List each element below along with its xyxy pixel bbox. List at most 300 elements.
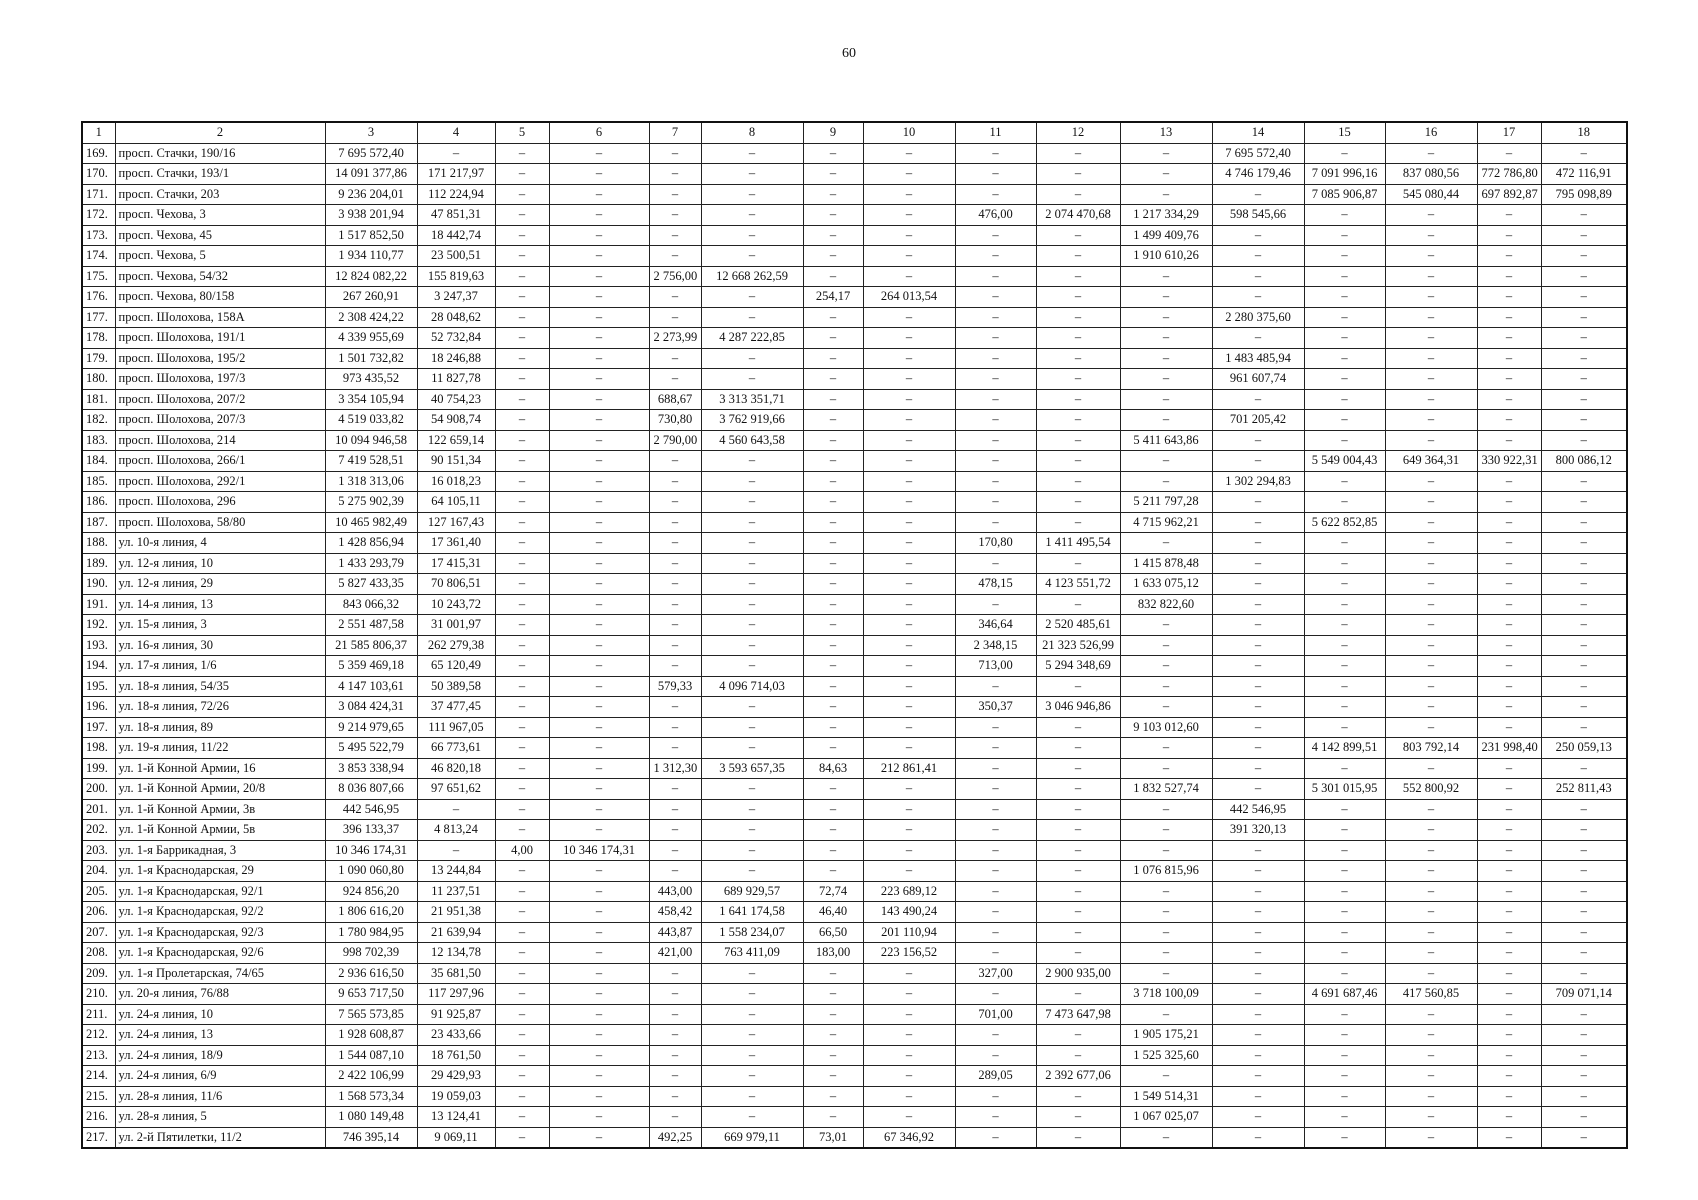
value-cell: 1 076 815,96 [1120, 861, 1212, 882]
value-cell: 9 236 204,01 [325, 184, 417, 205]
value-cell: – [1304, 861, 1385, 882]
address-cell: просп. Стачки, 193/1 [115, 164, 325, 185]
value-cell: – [1212, 1127, 1304, 1148]
value-cell: – [1036, 922, 1120, 943]
table-row [82, 205, 1627, 226]
value-cell: – [1120, 143, 1212, 164]
value-cell: – [649, 779, 701, 800]
value-cell: 35 681,50 [417, 963, 495, 984]
value-cell: – [863, 594, 955, 615]
value-cell: 12 134,78 [417, 943, 495, 964]
value-cell: – [701, 287, 803, 308]
row-number: 211. [82, 1004, 115, 1025]
value-cell: – [649, 143, 701, 164]
value-cell: – [955, 307, 1036, 328]
value-cell: – [1385, 1066, 1477, 1087]
value-cell: 10 094 946,58 [325, 430, 417, 451]
row-number: 206. [82, 902, 115, 923]
value-cell: – [495, 943, 549, 964]
value-cell: – [1541, 348, 1627, 369]
value-cell: – [649, 246, 701, 267]
value-cell: 2 520 485,61 [1036, 615, 1120, 636]
value-cell: – [1541, 635, 1627, 656]
value-cell: – [1477, 143, 1541, 164]
value-cell: 421,00 [649, 943, 701, 964]
value-cell: – [863, 717, 955, 738]
value-cell: 212 861,41 [863, 758, 955, 779]
value-cell: – [1036, 287, 1120, 308]
value-cell: 552 800,92 [1385, 779, 1477, 800]
address-cell: просп. Чехова, 45 [115, 225, 325, 246]
table-row [82, 656, 1627, 677]
value-cell: – [1477, 635, 1541, 656]
value-cell: 1 067 025,07 [1120, 1107, 1212, 1128]
address-cell: ул. 1-я Краснодарская, 29 [115, 861, 325, 882]
value-cell: 1 910 610,26 [1120, 246, 1212, 267]
value-cell: – [649, 471, 701, 492]
value-cell: – [863, 553, 955, 574]
address-cell: ул. 12-я линия, 29 [115, 574, 325, 595]
value-cell: 1 312,30 [649, 758, 701, 779]
value-cell: – [1212, 533, 1304, 554]
value-cell: 223 689,12 [863, 881, 955, 902]
value-cell: 649 364,31 [1385, 451, 1477, 472]
value-cell: – [1212, 861, 1304, 882]
value-cell: – [1036, 1045, 1120, 1066]
value-cell: 10 346 174,31 [549, 840, 649, 861]
column-header: 18 [1541, 122, 1627, 143]
value-cell: – [1385, 676, 1477, 697]
value-cell: 2 348,15 [955, 635, 1036, 656]
value-cell: – [863, 184, 955, 205]
row-number: 188. [82, 533, 115, 554]
value-cell: 4 142 899,51 [1304, 738, 1385, 759]
column-header: 3 [325, 122, 417, 143]
value-cell: 7 419 528,51 [325, 451, 417, 472]
value-cell: 250 059,13 [1541, 738, 1627, 759]
value-cell: 2 900 935,00 [1036, 963, 1120, 984]
value-cell: – [495, 1025, 549, 1046]
row-number: 208. [82, 943, 115, 964]
value-cell: – [1036, 246, 1120, 267]
value-cell: 1 549 514,31 [1120, 1086, 1212, 1107]
value-cell: – [1541, 1107, 1627, 1128]
value-cell: 4 691 687,46 [1304, 984, 1385, 1005]
value-cell: – [1477, 348, 1541, 369]
value-cell: – [701, 779, 803, 800]
value-cell: – [1304, 1025, 1385, 1046]
table-row [82, 246, 1627, 267]
value-cell: – [549, 143, 649, 164]
value-cell: – [1385, 656, 1477, 677]
value-cell: – [495, 225, 549, 246]
value-cell: – [649, 615, 701, 636]
table-row [82, 1004, 1627, 1025]
value-cell: 23 433,66 [417, 1025, 495, 1046]
value-cell: – [803, 266, 863, 287]
address-cell: просп. Шолохова, 266/1 [115, 451, 325, 472]
value-cell: – [1477, 861, 1541, 882]
value-cell: 5 294 348,69 [1036, 656, 1120, 677]
value-cell: – [863, 410, 955, 431]
value-cell: 16 018,23 [417, 471, 495, 492]
value-cell: – [701, 1066, 803, 1087]
value-cell: 7 091 996,16 [1304, 164, 1385, 185]
value-cell: – [1304, 369, 1385, 390]
value-cell: – [1212, 1107, 1304, 1128]
value-cell: – [495, 348, 549, 369]
value-cell: – [417, 799, 495, 820]
value-cell: – [803, 471, 863, 492]
value-cell: – [1477, 205, 1541, 226]
value-cell: 803 792,14 [1385, 738, 1477, 759]
value-cell: – [1477, 430, 1541, 451]
value-cell: – [649, 799, 701, 820]
value-cell: 31 001,97 [417, 615, 495, 636]
value-cell: – [549, 676, 649, 697]
value-cell: – [863, 1004, 955, 1025]
value-cell: – [863, 840, 955, 861]
value-cell: – [803, 820, 863, 841]
value-cell: 832 822,60 [1120, 594, 1212, 615]
row-number: 175. [82, 266, 115, 287]
value-cell: 4 519 033,82 [325, 410, 417, 431]
row-number: 205. [82, 881, 115, 902]
table-row [82, 348, 1627, 369]
value-cell: – [1477, 369, 1541, 390]
table-row [82, 758, 1627, 779]
value-cell: 13 244,84 [417, 861, 495, 882]
table-row [82, 143, 1627, 164]
row-number: 182. [82, 410, 115, 431]
value-cell: 327,00 [955, 963, 1036, 984]
table-row [82, 840, 1627, 861]
value-cell: 54 908,74 [417, 410, 495, 431]
value-cell: – [1477, 1025, 1541, 1046]
value-cell: – [1120, 471, 1212, 492]
value-cell: – [1304, 205, 1385, 226]
value-cell: – [495, 697, 549, 718]
value-cell: – [495, 1045, 549, 1066]
value-cell: – [549, 1025, 649, 1046]
value-cell: 472 116,91 [1541, 164, 1627, 185]
value-cell: – [1212, 902, 1304, 923]
value-cell: – [1036, 328, 1120, 349]
value-cell: – [863, 635, 955, 656]
value-cell: – [495, 328, 549, 349]
value-cell: – [955, 471, 1036, 492]
value-cell: – [549, 287, 649, 308]
value-cell: – [549, 861, 649, 882]
value-cell: – [955, 1107, 1036, 1128]
address-cell: ул. 24-я линия, 13 [115, 1025, 325, 1046]
value-cell: – [1385, 881, 1477, 902]
value-cell: – [803, 1086, 863, 1107]
value-cell: – [1541, 225, 1627, 246]
value-cell: – [549, 471, 649, 492]
value-cell: – [955, 738, 1036, 759]
value-cell: – [1036, 984, 1120, 1005]
table-row [82, 861, 1627, 882]
row-number: 176. [82, 287, 115, 308]
value-cell: – [1120, 164, 1212, 185]
value-cell: – [863, 738, 955, 759]
address-cell: ул. 18-я линия, 89 [115, 717, 325, 738]
value-cell: – [1541, 594, 1627, 615]
value-cell: – [1212, 676, 1304, 697]
value-cell: – [495, 984, 549, 1005]
value-cell: – [549, 512, 649, 533]
value-cell: – [955, 492, 1036, 513]
address-cell: ул. 19-я линия, 11/22 [115, 738, 325, 759]
value-cell: – [1385, 533, 1477, 554]
value-cell: – [1477, 512, 1541, 533]
row-number: 171. [82, 184, 115, 205]
value-cell: – [1304, 943, 1385, 964]
value-cell: – [1036, 902, 1120, 923]
value-cell: – [495, 1127, 549, 1148]
value-cell: – [1541, 553, 1627, 574]
value-cell: – [649, 512, 701, 533]
value-cell: – [1212, 430, 1304, 451]
value-cell: 3 593 657,35 [701, 758, 803, 779]
value-cell: – [549, 492, 649, 513]
value-cell: 17 361,40 [417, 533, 495, 554]
value-cell: 973 435,52 [325, 369, 417, 390]
value-cell: – [803, 246, 863, 267]
value-cell: – [495, 738, 549, 759]
value-cell: 443,00 [649, 881, 701, 902]
value-cell: – [649, 492, 701, 513]
value-cell: 3 084 424,31 [325, 697, 417, 718]
value-cell: – [1212, 758, 1304, 779]
value-cell: 1 544 087,10 [325, 1045, 417, 1066]
value-cell: – [1212, 225, 1304, 246]
value-cell: – [701, 963, 803, 984]
value-cell: – [803, 676, 863, 697]
row-number: 193. [82, 635, 115, 656]
value-cell: – [649, 1004, 701, 1025]
value-cell: – [1304, 963, 1385, 984]
value-cell: 1 318 313,06 [325, 471, 417, 492]
value-cell: – [863, 307, 955, 328]
value-cell: – [803, 205, 863, 226]
value-cell: – [1120, 738, 1212, 759]
value-cell: 122 659,14 [417, 430, 495, 451]
value-cell: – [1036, 348, 1120, 369]
value-cell: 5 411 643,86 [1120, 430, 1212, 451]
value-cell: – [649, 717, 701, 738]
value-cell: – [549, 574, 649, 595]
value-cell: – [1385, 717, 1477, 738]
value-cell: – [1120, 615, 1212, 636]
value-cell: – [1304, 266, 1385, 287]
address-cell: ул. 20-я линия, 76/88 [115, 984, 325, 1005]
address-cell: ул. 1-й Конной Армии, 5в [115, 820, 325, 841]
address-cell: просп. Стачки, 203 [115, 184, 325, 205]
row-number: 189. [82, 553, 115, 574]
value-cell: – [1477, 574, 1541, 595]
value-cell: 545 080,44 [1385, 184, 1477, 205]
value-cell: – [803, 143, 863, 164]
value-cell: – [863, 676, 955, 697]
value-cell: 4 813,24 [417, 820, 495, 841]
value-cell: – [1541, 1086, 1627, 1107]
value-cell: 1 806 616,20 [325, 902, 417, 923]
value-cell: 47 851,31 [417, 205, 495, 226]
value-cell: – [649, 369, 701, 390]
value-cell: – [701, 820, 803, 841]
value-cell: – [1036, 1127, 1120, 1148]
value-cell: – [1036, 676, 1120, 697]
column-header: 13 [1120, 122, 1212, 143]
value-cell: 697 892,87 [1477, 184, 1541, 205]
value-cell: 84,63 [803, 758, 863, 779]
table-row [82, 389, 1627, 410]
value-cell: – [495, 266, 549, 287]
value-cell: 223 156,52 [863, 943, 955, 964]
value-cell: 350,37 [955, 697, 1036, 718]
value-cell: – [1477, 820, 1541, 841]
value-cell: – [495, 205, 549, 226]
value-cell: – [649, 697, 701, 718]
value-cell: 492,25 [649, 1127, 701, 1148]
value-cell: – [649, 1045, 701, 1066]
value-cell: – [701, 840, 803, 861]
value-cell: – [863, 143, 955, 164]
value-cell: – [701, 225, 803, 246]
value-cell: 7 695 572,40 [325, 143, 417, 164]
value-cell: 64 105,11 [417, 492, 495, 513]
value-cell: 5 549 004,43 [1304, 451, 1385, 472]
value-cell: – [1212, 779, 1304, 800]
value-cell: – [1212, 451, 1304, 472]
value-cell: – [549, 553, 649, 574]
value-cell: – [549, 697, 649, 718]
value-cell: – [1477, 307, 1541, 328]
value-cell: – [1036, 492, 1120, 513]
value-cell: 1 905 175,21 [1120, 1025, 1212, 1046]
value-cell: – [549, 656, 649, 677]
row-number: 207. [82, 922, 115, 943]
value-cell: – [803, 963, 863, 984]
row-number: 196. [82, 697, 115, 718]
value-cell: – [1304, 307, 1385, 328]
address-cell: просп. Шолохова, 292/1 [115, 471, 325, 492]
value-cell: – [1477, 1045, 1541, 1066]
value-cell: 3 718 100,09 [1120, 984, 1212, 1005]
value-cell: – [1385, 902, 1477, 923]
value-cell: – [495, 594, 549, 615]
value-cell: – [1541, 143, 1627, 164]
value-cell: – [1541, 1025, 1627, 1046]
value-cell: – [1120, 348, 1212, 369]
value-cell: – [1385, 492, 1477, 513]
value-cell: – [549, 410, 649, 431]
value-cell: – [1541, 861, 1627, 882]
value-cell: 478,15 [955, 574, 1036, 595]
value-cell: – [495, 533, 549, 554]
value-cell: – [1212, 738, 1304, 759]
value-cell: – [1541, 1127, 1627, 1148]
value-cell: – [863, 861, 955, 882]
value-cell: – [1120, 881, 1212, 902]
value-cell: – [701, 1004, 803, 1025]
value-cell: – [701, 738, 803, 759]
value-cell: – [701, 533, 803, 554]
value-cell: – [1036, 758, 1120, 779]
value-cell: – [955, 266, 1036, 287]
value-cell: – [955, 779, 1036, 800]
value-cell: – [1477, 266, 1541, 287]
value-cell: – [955, 1045, 1036, 1066]
value-cell: – [649, 451, 701, 472]
address-cell: ул. 2-й Пятилетки, 11/2 [115, 1127, 325, 1148]
value-cell: 29 429,93 [417, 1066, 495, 1087]
value-cell: – [495, 430, 549, 451]
value-cell: – [701, 861, 803, 882]
value-cell: – [701, 799, 803, 820]
value-cell: – [1477, 410, 1541, 431]
value-cell: – [1036, 471, 1120, 492]
table-row [82, 1045, 1627, 1066]
value-cell: 2 392 677,06 [1036, 1066, 1120, 1087]
value-cell: 458,42 [649, 902, 701, 923]
value-cell: – [649, 553, 701, 574]
value-cell: – [1477, 902, 1541, 923]
value-cell: – [863, 820, 955, 841]
value-cell: – [955, 451, 1036, 472]
value-cell: – [1385, 266, 1477, 287]
value-cell: – [1541, 492, 1627, 513]
value-cell: 689 929,57 [701, 881, 803, 902]
row-number: 190. [82, 574, 115, 595]
table-row [82, 1025, 1627, 1046]
value-cell: – [1212, 717, 1304, 738]
table-row [82, 717, 1627, 738]
value-cell: – [1477, 799, 1541, 820]
value-cell: – [1120, 1066, 1212, 1087]
value-cell: – [1120, 533, 1212, 554]
value-cell: 688,67 [649, 389, 701, 410]
value-cell: 3 938 201,94 [325, 205, 417, 226]
value-cell: 7 695 572,40 [1212, 143, 1304, 164]
table-row [82, 738, 1627, 759]
value-cell: – [1212, 246, 1304, 267]
value-cell: 155 819,63 [417, 266, 495, 287]
value-cell: – [549, 594, 649, 615]
value-cell: 4 147 103,61 [325, 676, 417, 697]
value-cell: – [1385, 697, 1477, 718]
row-number: 214. [82, 1066, 115, 1087]
address-cell: ул. 1-й Конной Армии, 20/8 [115, 779, 325, 800]
value-cell: 2 936 616,50 [325, 963, 417, 984]
value-cell: – [863, 369, 955, 390]
row-number: 186. [82, 492, 115, 513]
value-cell: 46 820,18 [417, 758, 495, 779]
value-cell: – [549, 389, 649, 410]
value-cell: – [1541, 1045, 1627, 1066]
value-cell: – [495, 1086, 549, 1107]
address-cell: просп. Шолохова, 207/3 [115, 410, 325, 431]
value-cell: 23 500,51 [417, 246, 495, 267]
value-cell: – [1385, 246, 1477, 267]
table-row [82, 943, 1627, 964]
value-cell: – [495, 922, 549, 943]
address-cell: ул. 28-я линия, 5 [115, 1107, 325, 1128]
value-cell: – [955, 389, 1036, 410]
value-cell: – [1212, 635, 1304, 656]
